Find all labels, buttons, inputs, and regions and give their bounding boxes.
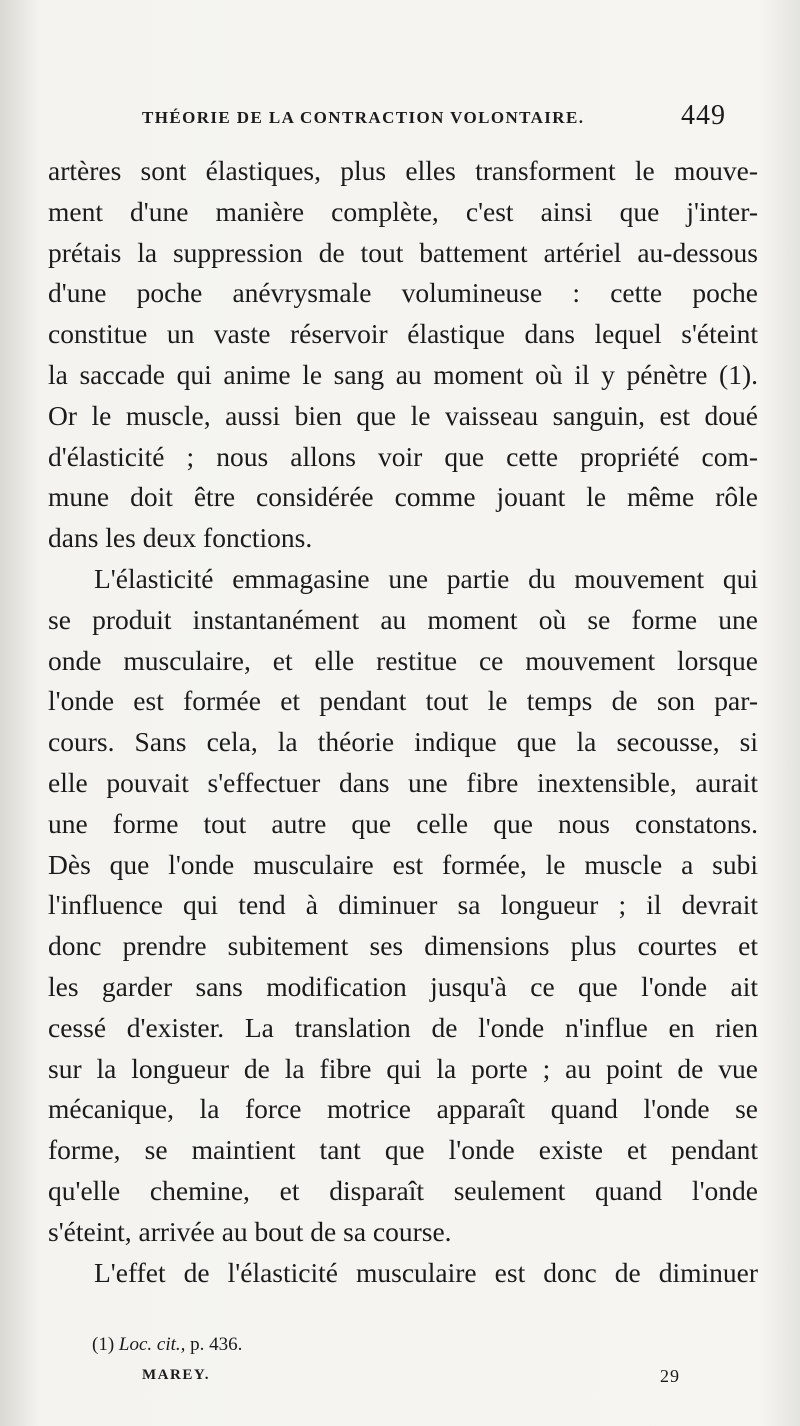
text-line: sur la longueur de la fibre qui la porte ; au point de vue [48,1052,758,1084]
text-line: la saccade qui anime le sang au moment où il y pénètre (1). [48,358,758,390]
text-line: cessé d'exister. La translation de l'onde n'influe en rien [48,1011,758,1043]
text-line: prétais la suppression de tout battement artériel au-dessous [48,236,758,268]
text-line: donc prendre subitement ses dimensions plus courtes et [48,930,758,962]
paragraph-3 [48,1253,758,1294]
text-line: Or le muscle, aussi bien que le vaisseau sanguin, est doué [48,399,758,431]
text-line: forme, se maintient tant que l'onde existe et pendant [48,1134,758,1166]
text-line: mécanique, la force motrice apparaît quand l'onde se [48,1093,758,1125]
text-line: l'influence qui tend à diminuer sa longueur ; il devrait [48,889,758,921]
footnote-marker: (1) [92,1334,115,1355]
paragraph-1 [48,151,758,559]
text-line: mune doit être considérée comme jouant le même rôle [48,481,758,513]
text-line: onde musculaire, et elle restitue ce mouvement lorsque [48,644,758,676]
body-text [48,151,758,1293]
printer-signature: MAREY. [142,1367,211,1383]
text-line: dans les deux fonctions. [48,522,313,554]
text-line: cours. Sans cela, la théorie indique que la secousse, si [48,726,758,758]
text-line: d'une poche anévrysmale volumineuse : cette poche [48,277,758,309]
paragraph-2 [48,559,758,1253]
running-title: THÉORIE DE LA CONTRACTION VOLONTAIRE. [142,108,585,127]
footnote-citation: Loc. cit., [118,1334,186,1355]
text-line: s'éteint, arrivée au bout de sa course. [48,1215,452,1247]
text-line: Dès que l'onde musculaire est formée, le muscle a subi [48,848,758,880]
sheet-number: 29 [660,1366,680,1386]
footnote-page-ref: p. 436. [190,1334,243,1355]
text-line: elle pouvait s'effectuer dans une fibre inextensible, aurait [48,766,758,798]
text-line: l'onde est formée et pendant tout le temps de son par- [48,685,758,717]
footnote [92,1334,242,1356]
text-line: L'effet de l'élasticité musculaire est donc de diminuer [94,1256,758,1288]
page-number: 449 [681,100,726,131]
text-line: une forme tout autre que celle que nous constatons. [48,807,758,839]
text-line: qu'elle chemine, et disparaît seulement quand l'onde [48,1174,758,1206]
text-line: se produit instantanément au moment où se forme une [48,603,758,635]
text-line: L'élasticité emmagasine une partie du mouvement qui [94,562,758,594]
text-line: les garder sans modification jusqu'à ce que l'onde ait [48,970,758,1002]
text-line: ment d'une manière complète, c'est ainsi que j'inter- [48,195,758,227]
text-line: d'élasticité ; nous allons voir que cette propriété com- [48,440,758,472]
text-line: artères sont élastiques, plus elles transforment le mouve- [48,155,758,186]
text-line: constitue un vaste réservoir élastique dans lequel s'éteint [48,318,758,350]
